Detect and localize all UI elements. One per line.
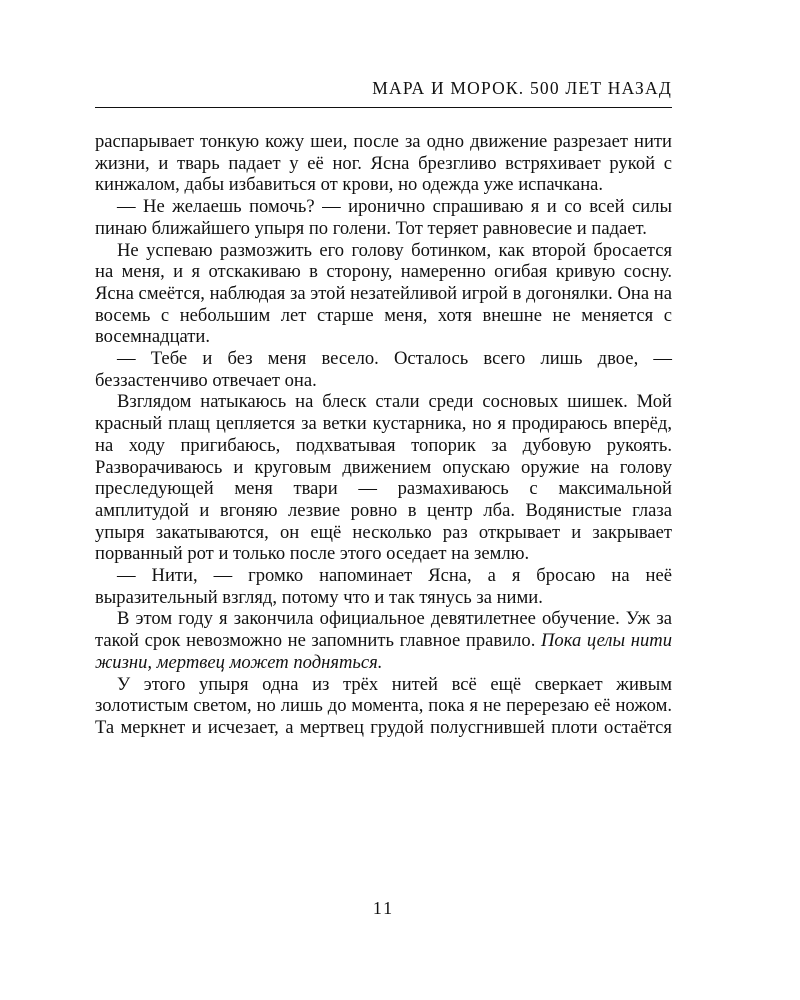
- paragraph-4: — Тебе и без меня весело. Осталось всего лишь двое, — беззастенчиво отвечает она.: [95, 348, 672, 391]
- paragraph-7: [95, 608, 672, 673]
- header-rule: [95, 107, 672, 108]
- paragraph-5: Взглядом натыкаюсь на блеск стали среди сосновых шишек. Мой красный плащ цепляется за ветки кустарника, но я продираюсь вперёд, на ходу пригибаюсь, подхватывая топорик за дубовую рукоять. Разворачиваюсь и круговым движением опускаю оружие на голову преследующей меня твари — размахиваюсь с максимальной амплитудой и вгоняю лезвие ровно в центр лба. Водянистые глаза упыря закатываются, он ещё несколько раз открывает и закрывает порванный рот и только после этого оседает на землю.: [95, 391, 672, 565]
- paragraph-6: — Нити, — громко напоминает Ясна, а я бросаю на неё выразительный взгляд, потому что и так тянусь за ними.: [95, 565, 672, 608]
- paragraph-8: У этого упыря одна из трёх нитей всё ещё сверкает живым золотистым светом, но лишь до момента, пока я не перерезаю её ножом. Та меркнет и исчезает, а мертвец грудой полусгнившей плоти остаётся: [95, 673, 672, 738]
- book-page: [95, 0, 672, 1000]
- body-text: [95, 131, 672, 739]
- paragraph-1: распарывает тонкую кожу шеи, после за одно движение разрезает нити жизни, и тварь падает у её ног. Ясна брезгливо встряхивает рукой с кинжалом, дабы избавиться от крови, но одежда уже испачкана.: [95, 131, 672, 196]
- running-header: МАРА И МОРОК. 500 ЛЕТ НАЗАД: [372, 78, 672, 98]
- paragraph-2: — Не желаешь помочь? — иронично спрашиваю я и со всей силы пинаю ближайшего упыря по голени. Тот теряет равновесие и падает.: [95, 196, 672, 239]
- page-number: 11: [372, 898, 395, 918]
- paragraph-7-text: В этом году я закончила официальное девятилетнее обучение. Уж за такой срок невозможно не запомнить главное правило.: [95, 608, 672, 652]
- paragraph-7-italic-rule: Пока целы нити жизни, мертвец может подняться.: [95, 630, 672, 673]
- paragraph-3: Не успеваю размозжить его голову ботинком, как второй бросается на меня, и я отскакиваю в сторону, намеренно огибая кривую сосну. Ясна смеётся, наблюдая за этой незатейливой игрой в догонялки. Она на восемь с небольшим лет старше меня, хотя внешне не меняется с восемнадцати.: [95, 239, 672, 348]
